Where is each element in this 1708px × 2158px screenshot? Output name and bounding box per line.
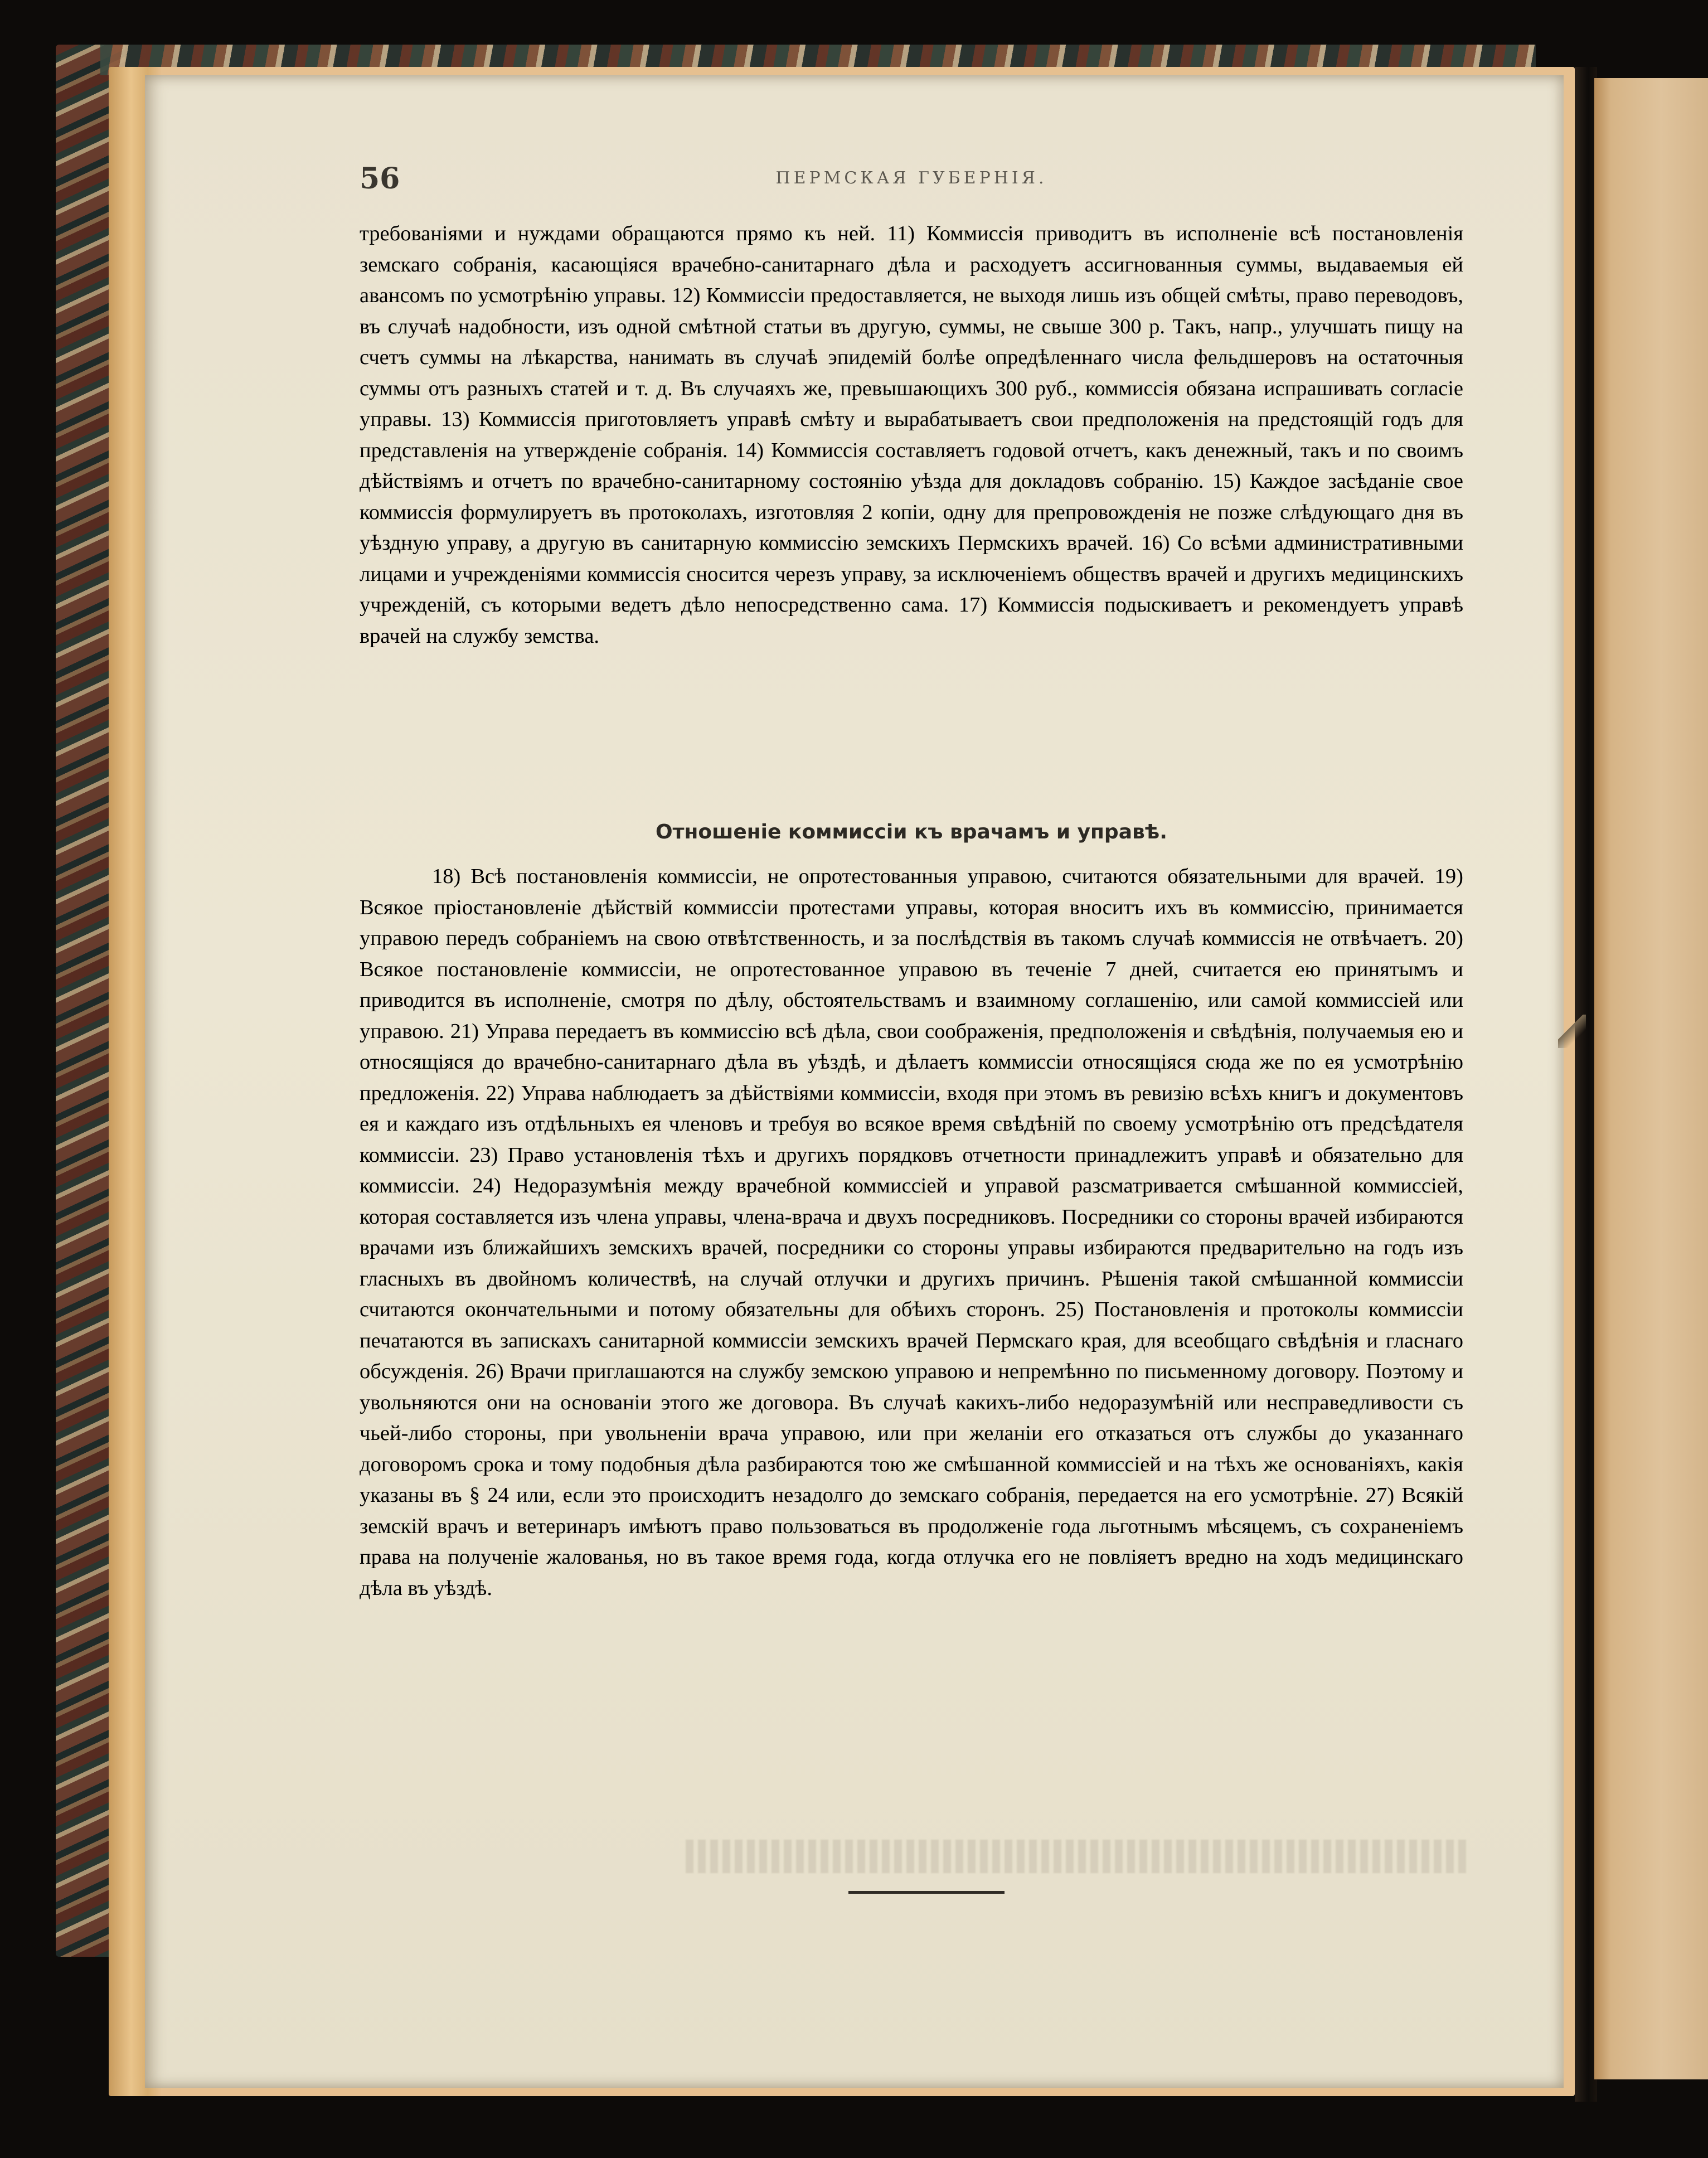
end-of-section-rule [848, 1891, 1005, 1894]
section-heading: Отношеніе коммиссіи къ врачамъ и управѣ. [656, 821, 1167, 843]
body-paragraph-2: 18) Всѣ постановленія коммиссіи, не опротестованныя управою, считаются обязательными для врачей. 19) Всякое пріостановленіе дѣйствій коммиссіи протестами управы, которая вноситъ ихъ въ коммиссію, принимается управою передъ собраніемъ на свою отвѣтственность, и за послѣдствія въ такомъ случаѣ коммиссія не отвѣчаетъ. 20) Всякое постановленіе коммиссіи, не опротестованное управою въ теченіе 7 дней, считается ею принятымъ и приводится въ исполненіе, смотря по дѣлу, обстоятельствамъ и взаимному соглашенію, или самой коммиссіей или управою. 21) Управа передаетъ въ коммиссію всѣ дѣла, свои соображенія, предположенія и свѣдѣнія, получаемыя ею и относящіяся до врачебно-санитарнаго дѣла въ уѣздѣ, и дѣлаетъ коммиссіи относящіяся сюда же по ея усмотрѣнію предложенія. 22) Управа наблюдаетъ за дѣйствіями коммиссіи, входя при этомъ въ ревизію всѣхъ книгъ и документовъ ея и каждаго изъ отдѣльныхъ ея членовъ и требуя во всякое время свѣдѣній по своему усмотрѣнію отъ предсѣдателя коммиссіи. 23) Право установленія тѣхъ и другихъ порядковъ отчетности принадлежитъ управѣ и обязательно для коммиссіи. 24) Недоразумѣнія между врачебной коммиссіей и управой разсматривается смѣшанной коммиссіей, которая составляется изъ члена управы, члена-врача и двухъ посредниковъ. Посредники со стороны врачей избираются врачами изъ ближайшихъ земскихъ врачей, посредники со стороны управы избираются предварительно на годъ изъ гласныхъ въ двойномъ количествѣ, на случай отлучки и другихъ причинъ. Рѣшенія такой смѣшанной коммиссіи считаются окончательными и потому обязательны для обѣихъ сторонъ. 25) Постановленія и протоколы коммиссіи печатаются въ запискахъ санитарной коммиссіи земскихъ врачей Пермскаго края, для всеобщаго свѣдѣнія и гласнаго обсужденія. 26) Врачи приглашаются на службу земскою управою и непремѣнно по письменному договору. Поэтому и увольняются они на основаніи этого же договора. Въ случаѣ какихъ-либо недоразумѣній или несправедливости съ чьей-либо стороны, при увольненіи врача управою, или при желаніи его отказаться отъ службы до указаннаго договоромъ срока и тому подобныя дѣла разбираются тою же смѣшанной коммиссіей и на тѣхъ же основаніяхъ, какія указаны въ § 24 или, если это происходитъ незадолго до земскаго собранія, передается на его усмотрѣніе. 27) Всякій земскій врачъ и ветеринаръ имѣютъ право пользоваться въ продолженіе года льготнымъ мѣсяцемъ, съ сохраненіемъ права на полученіе жалованья, но въ такое время года, когда отлучка его не повліяетъ вредно на ходъ медицинскаго дѣла въ уѣздѣ. [360, 865, 1463, 1600]
paragraph-block-1 [360, 219, 1463, 652]
facing-page-edge [1594, 78, 1708, 2079]
page-header-title: ПЕРМСКАЯ ГУБЕРНІЯ. [775, 168, 1047, 188]
paragraph-block-2 [360, 861, 1463, 1604]
running-head [360, 162, 1463, 195]
binding-gutter [1575, 67, 1597, 2102]
reverse-side-bleed-through [686, 1840, 1466, 1873]
page-number: 56 [360, 162, 400, 196]
page-edge-mark [1558, 1015, 1586, 1048]
body-paragraph-1: требованіями и нуждами обращаются прямо къ ней. 11) Коммиссія приводитъ въ исполненіе всѣ постановленія земскаго собранія, касающіяся врачебно-санитарнаго дѣла и расходуетъ ассигнованныя суммы, выдаваемыя ей авансомъ по усмотрѣнію управы. 12) Коммиссіи предоставляется, не выходя лишь изъ общей смѣты, право переводовъ, въ случаѣ надобности, изъ одной смѣтной статьи въ другую, суммы, не свыше 300 р. Такъ, напр., улучшать пищу на счетъ суммы на лѣкарства, нанимать въ случаѣ эпидемій болѣе опредѣленнаго числа фельдшеровъ на остаточныя суммы отъ разныхъ статей и т. д. Въ случаяхъ же, превышающихъ 300 руб., коммиссія обязана испрашивать согласіе управы. 13) Коммиссія приготовляетъ управѣ смѣту и вырабатываетъ свои предположенія на предстоящій годъ для представленія на утвержденіе собранія. 14) Коммиссія составляетъ годовой отчетъ, какъ денежный, такъ и по своимъ дѣйствіямъ и отчетъ по врачебно-санитарному состоянію уѣзда для докладовъ собранію. 15) Каждое засѣданіе свое коммиссія формулируетъ въ протоколахъ, изготовляя 2 копіи, одну для препровожденія не позже слѣдующаго дня въ уѣздную управу, а другую въ санитарную коммиссію земскихъ Пермскихъ врачей. 16) Со всѣми административными лицами и учрежденіями коммиссія сносится черезъ управу, за исключеніемъ обществъ врачей и другихъ медицинскихъ учрежденій, съ которыми ведетъ дѣло непосредственно сама. 17) Коммиссія подыскиваетъ и рекомендуетъ управѣ врачей на службу земства. [360, 222, 1463, 648]
